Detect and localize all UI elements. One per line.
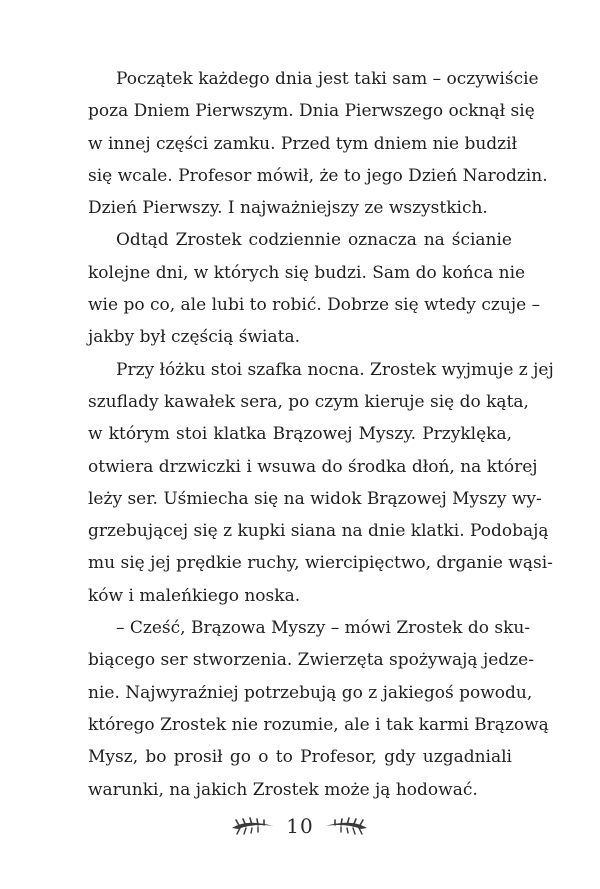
text-line: Początek każdego dnia jest taki sam – oczywiście bbox=[116, 69, 539, 89]
body-text bbox=[88, 63, 554, 806]
text-line: biącego ser stworzenia. Zwierzęta spożywają jedze- bbox=[88, 650, 534, 671]
text-line: – Cześć, Brązowa Myszy – mówi Zrostek do sku- bbox=[116, 618, 531, 639]
text-line: w którym stoi klatka Brązowej Myszy. Przyklęka, bbox=[88, 424, 512, 445]
text-line: warunki, na jakich Zrostek może ją hodować. bbox=[88, 779, 478, 800]
text-line: szuflady kawałek sera, po czym kieruje się do kąta, bbox=[88, 391, 529, 412]
text-line: ków i maleńkiego noska. bbox=[88, 585, 301, 606]
text-line: Dzień Pierwszy. I najważniejszy ze wszystkich. bbox=[88, 198, 488, 219]
text-line: mu się jej prędkie ruchy, wiercipięctwo, drganie wąsi- bbox=[88, 553, 553, 574]
text-line: którego Zrostek nie rozumie, ale i tak karmi Brązową bbox=[88, 714, 549, 735]
text-line: nie. Najwyraźniej potrzebują go z jakiegoś powodu, bbox=[88, 682, 533, 703]
text-line: w innej części zamku. Przed tym dniem nie budził bbox=[88, 133, 518, 154]
text-line: leży ser. Uśmiecha się na widok Brązowej Myszy wy- bbox=[88, 488, 542, 509]
text-line: otwiera drzwiczki i wsuwa do środka dłoń, na której bbox=[88, 456, 538, 477]
text-line: kolejne dni, w których się budzi. Sam do końca nie bbox=[88, 262, 526, 283]
text-line: się wcale. Profesor mówił, że to jego Dzień Narodzin. bbox=[88, 165, 548, 186]
leaf-ornament-icon bbox=[323, 816, 369, 841]
page-footer bbox=[0, 808, 600, 848]
text-line: grzebującej się z kupki siana na dnie klatki. Podobają bbox=[88, 521, 549, 542]
text-line: Przy łóżku stoi szafka nocna. Zrostek wyjmuje z jej bbox=[116, 359, 554, 380]
text-line: Odtąd Zrostek codziennie oznacza na ścianie bbox=[116, 230, 512, 251]
text-line: Mysz, bo prosił go o to Profesor, gdy uzgadniali bbox=[88, 747, 512, 768]
page-number: 10 bbox=[286, 814, 314, 838]
text-line: poza Dniem Pierwszym. Dnia Pierwszego ocknął się bbox=[88, 101, 535, 122]
text-line: jakby był częścią świata. bbox=[88, 327, 300, 348]
text-line: wie po co, ale lubi to robić. Dobrze się wtedy czuje – bbox=[88, 295, 541, 316]
